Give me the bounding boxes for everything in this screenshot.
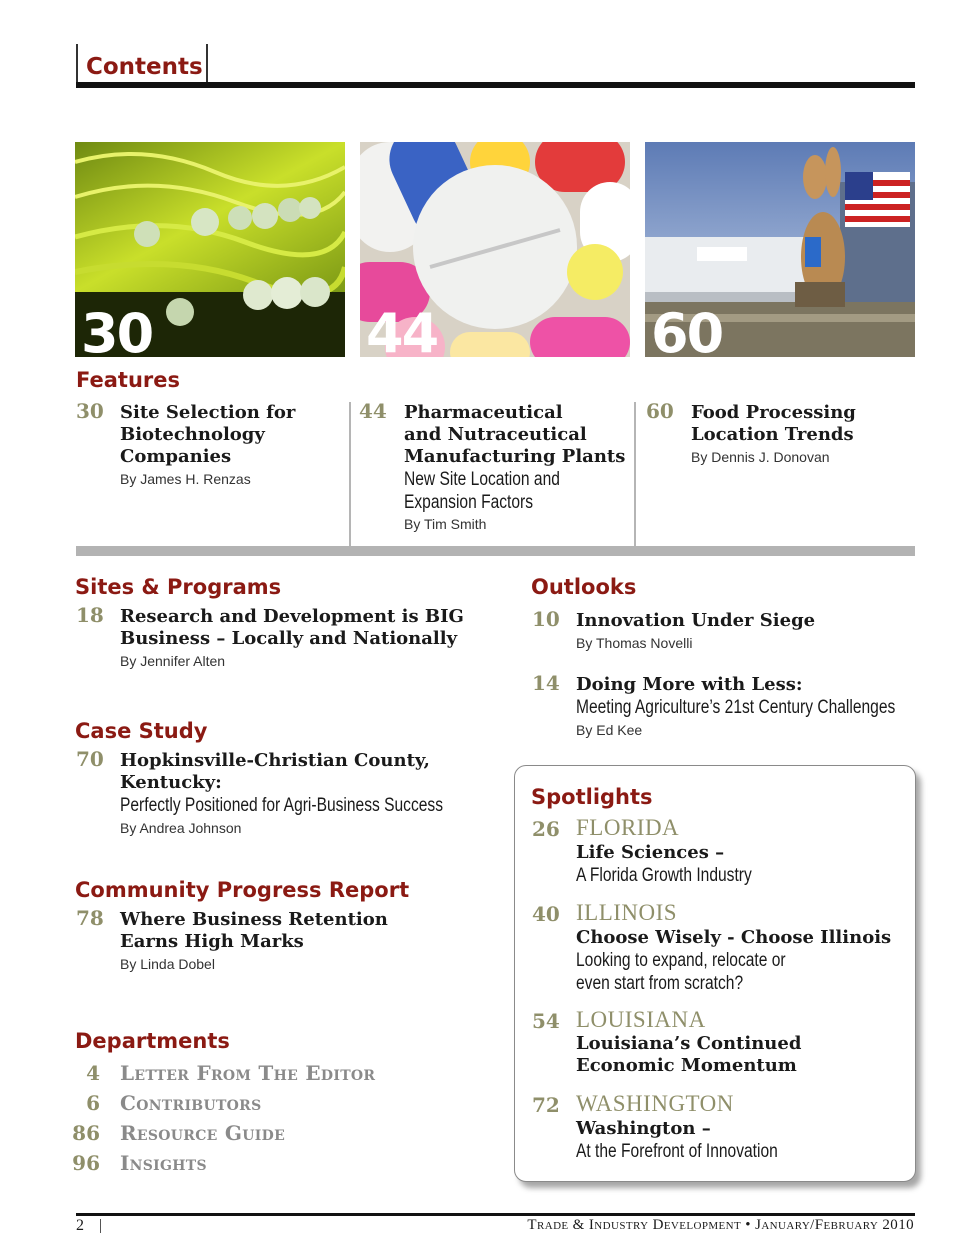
departments-heading: Departments (75, 1029, 230, 1053)
article-title-line: Location Trends (691, 424, 854, 445)
article-page-number[interactable]: 18 (76, 603, 104, 627)
spotlight-article[interactable] (576, 927, 891, 995)
department-link-editor-letter[interactable]: Letter From The Editor (120, 1061, 376, 1085)
article-title-line: Hopkinsville-Christian County, (120, 750, 430, 771)
photo-page-number: 60 (651, 302, 723, 357)
article-page-number[interactable]: 78 (76, 906, 104, 930)
article-title-line: Pharmaceutical (404, 402, 563, 423)
article-byline: By Tim Smith (404, 516, 487, 532)
outlooks-heading: Outlooks (531, 575, 637, 599)
spotlight-article[interactable] (576, 1118, 822, 1163)
article-subtitle-line: At the Forefront of Innovation (576, 1141, 778, 1162)
photo-page-number: 44 (366, 302, 438, 357)
footer-divider (100, 1219, 101, 1233)
spotlight-page-number[interactable]: 40 (532, 902, 560, 926)
feature-article[interactable] (404, 402, 625, 532)
feature-photo-nestle[interactable] (645, 142, 915, 357)
article-page-number[interactable]: 10 (532, 607, 560, 631)
article-byline: By Jennifer Alten (120, 653, 226, 669)
spotlight-page-number[interactable]: 54 (532, 1009, 560, 1033)
spotlight-page-number[interactable]: 72 (532, 1093, 560, 1117)
article-title-line: Innovation Under Siege (576, 610, 816, 631)
outlook-article[interactable] (576, 610, 815, 651)
section-separator (76, 546, 915, 556)
article-subtitle-line: even start from scratch? (576, 973, 744, 994)
article-page-number[interactable]: 70 (76, 747, 104, 771)
article-subtitle-line: Perfectly Positioned for Agri-Business Success (120, 795, 444, 816)
community-report-heading: Community Progress Report (75, 878, 410, 902)
department-link-insights[interactable]: Insights (120, 1151, 207, 1175)
article-title-line: Life Sciences – (576, 842, 725, 863)
article-subtitle-line: Looking to expand, relocate or (576, 950, 786, 971)
feature-page-number[interactable]: 30 (76, 399, 104, 423)
column-divider (634, 402, 636, 546)
article-title-line: Where Business Retention (120, 909, 388, 930)
article-subtitle-line: New Site Location and (404, 469, 560, 490)
sites-article[interactable] (120, 606, 464, 669)
article-byline: By James H. Renzas (120, 471, 251, 487)
outlook-article[interactable] (576, 674, 960, 738)
photo-page-number: 30 (81, 302, 153, 357)
feature-article[interactable] (691, 402, 856, 465)
spotlights-heading: Spotlights (531, 785, 653, 809)
spotlight-page-number[interactable]: 26 (532, 817, 560, 841)
article-title-line: Kentucky: (120, 772, 222, 793)
footer-rule (76, 1213, 915, 1216)
features-heading: Features (76, 368, 180, 392)
header-rule (76, 82, 915, 88)
footer-publication: Trade & Industry Development • January/February 2010 (527, 1217, 914, 1233)
article-title-line: Economic Momentum (576, 1055, 797, 1076)
feature-photo-pills[interactable] (360, 142, 630, 357)
spotlight-state[interactable]: WASHINGTON (576, 1091, 734, 1116)
article-page-number[interactable]: 14 (532, 671, 560, 695)
spotlight-state[interactable]: FLORIDA (576, 815, 680, 840)
department-page-number[interactable]: 96 (72, 1151, 100, 1175)
page-title: Contents (86, 54, 203, 80)
article-title-line: Manufacturing Plants (404, 446, 626, 467)
article-title-line: Doing More with Less: (576, 674, 803, 695)
article-title-line: Research and Development is BIG (120, 606, 464, 627)
article-byline: By Andrea Johnson (120, 820, 242, 836)
community-article[interactable] (120, 909, 388, 972)
spotlight-state[interactable]: LOUISIANA (576, 1007, 706, 1032)
column-divider (349, 402, 351, 546)
article-byline: By Thomas Novelli (576, 635, 693, 651)
department-page-number[interactable]: 6 (86, 1091, 100, 1115)
case-study-heading: Case Study (75, 719, 208, 743)
feature-page-number[interactable]: 44 (359, 399, 387, 423)
case-study-article[interactable] (120, 750, 514, 836)
article-title-line: Washington – (576, 1118, 711, 1139)
spotlight-article[interactable] (576, 842, 790, 887)
department-link-resource-guide[interactable]: Resource Guide (120, 1121, 286, 1145)
feature-article[interactable] (120, 402, 295, 487)
article-title-line: Food Processing (691, 402, 856, 423)
sites-programs-heading: Sites & Programs (75, 575, 282, 599)
spotlight-state[interactable]: ILLINOIS (576, 900, 678, 925)
feature-page-number[interactable]: 60 (646, 399, 674, 423)
article-title-line: Site Selection for (120, 402, 296, 423)
article-title-line: Choose Wisely - Choose Illinois (576, 927, 892, 948)
article-byline: By Linda Dobel (120, 956, 215, 972)
spotlight-article[interactable] (576, 1033, 801, 1077)
article-title-line: Business – Locally and Nationally (120, 628, 458, 649)
department-link-contributors[interactable]: Contributors (120, 1091, 262, 1115)
article-byline: By Ed Kee (576, 722, 643, 738)
article-title-line: Earns High Marks (120, 931, 304, 952)
footer-page-number: 2 (76, 1217, 84, 1234)
article-subtitle-line: A Florida Growth Industry (576, 865, 752, 886)
department-page-number[interactable]: 86 (72, 1121, 100, 1145)
feature-photo-pollen[interactable] (75, 142, 345, 357)
article-title-line: and Nutraceutical (404, 424, 587, 445)
article-subtitle-line: Expansion Factors (404, 492, 534, 513)
article-byline: By Dennis J. Donovan (691, 449, 830, 465)
department-page-number[interactable]: 4 (86, 1061, 100, 1085)
article-subtitle-line: Meeting Agriculture’s 21st Century Challenges (576, 697, 896, 718)
article-title-line: Biotechnology (120, 424, 265, 445)
article-title-line: Companies (120, 446, 232, 467)
article-title-line: Louisiana’s Continued (576, 1033, 802, 1054)
